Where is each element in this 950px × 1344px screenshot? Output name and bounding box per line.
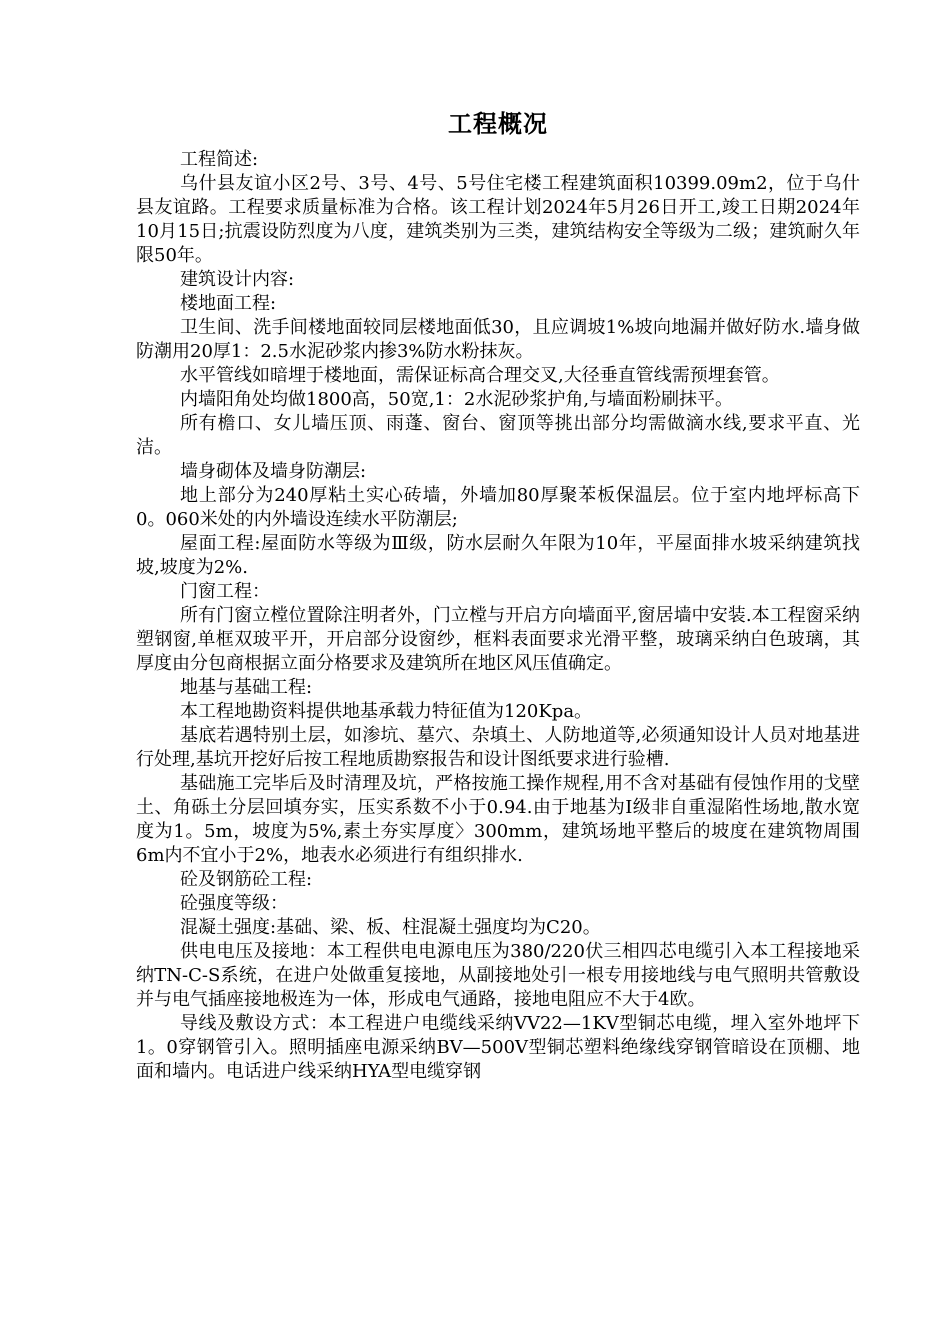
paragraph: 砼强度等级：: [180, 893, 288, 914]
paragraph: 内墙阳角处均做1800高，50宽,1：2水泥砂浆护角,与墙面粉刷抹平。: [180, 389, 734, 410]
document-body: [136, 148, 860, 1084]
paragraph: 供电电压及接地：本工程供电电源电压为380/220伏三相四芯电缆引入本工程接地采纳TN-C-S系统，在进户处做重复接地，从副接地处引一根专用接地线与电气照明共管敷设并与电气插座接地极连为一体，形成电气通路，接地电阻应不大于4欧。: [136, 941, 860, 1010]
paragraph: 乌什县友谊小区2号、3号、4号、5号住宅楼工程建筑面积10399.09m2，位于乌什县友谊路。工程要求质量标准为合格。该工程计划2024年5月26日开工,竣工日期2024年10月15日;抗震设防烈度为八度，建筑类别为三类，建筑结构安全等级为二级；建筑耐久年限50年。: [136, 173, 860, 266]
paragraph: 楼地面工程:: [180, 293, 277, 314]
paragraph: 屋面工程:屋面防水等级为Ⅲ级，防水层耐久年限为10年，平屋面排水坡采纳建筑找坡,坡度为2%.: [136, 533, 860, 578]
paragraph: 基础施工完毕后及时清理及坑，严格按施工操作规程,用不含对基础有侵蚀作用的戈壁土、角砾土分层回填夯实，压实系数不小于0.94.由于地基为Ⅰ级非自重湿陷性场地,散水宽度为1。5m，坡度为5%,素土夯实厚度〉300mm，建筑场地平整后的坡度在建筑物周围6m内不宜小于2%，地表水必须进行有组织排水.: [136, 773, 860, 866]
paragraph: 地基与基础工程:: [180, 677, 313, 698]
paragraph: 基底若遇特别土层，如渗坑、墓穴、杂填土、人防地道等,必须通知设计人员对地基进行处理,基坑开挖好后按工程地质勘察报告和设计图纸要求进行验槽.: [136, 725, 860, 770]
document-page: [136, 104, 860, 1084]
paragraph: 门窗工程：: [180, 581, 270, 602]
paragraph: 砼及钢筋砼工程:: [180, 869, 313, 890]
paragraph: 地上部分为240厚粘土实心砖墙，外墙加80厚聚苯板保温层。位于室内地坪标高下0。060米处的内外墙设连续水平防潮层;: [136, 485, 860, 530]
paragraph: 水平管线如暗埋于楼地面，需保证标高合理交叉,大径垂直管线需预埋套管。: [180, 365, 780, 386]
paragraph: 建筑设计内容:: [180, 269, 295, 290]
paragraph: 导线及敷设方式：本工程进户电缆线采纳VV22—1KV型铜芯电缆，埋入室外地坪下1。0穿钢管引入。照明插座电源采纳BV—500V型铜芯塑料绝缘线穿钢管暗设在顶棚、地面和墙内。电话进户线采纳HYA型电缆穿钢: [136, 1013, 860, 1082]
paragraph: 墙身砌体及墙身防潮层:: [180, 461, 367, 482]
paragraph: 本工程地勘资料提供地基承载力特征值为120Kpa。: [180, 701, 593, 722]
paragraph: 混凝土强度:基础、梁、板、柱混凝土强度均为C20。: [180, 917, 601, 938]
paragraph: 卫生间、洗手间楼地面较同层楼地面低30，且应调坡1%坡向地漏并做好防水.墙身做防潮用20厚1：2.5水泥砂浆内掺3%防水粉抹灰。: [136, 317, 860, 362]
paragraph: 所有门窗立樘位置除注明者外，门立樘与开启方向墙面平,窗居墙中安装.本工程窗采纳塑钢窗,单框双玻平开，开启部分设窗纱，框料表面要求光滑平整，玻璃采纳白色玻璃，其厚度由分包商根据立面分格要求及建筑所在地区风压值确定。: [136, 605, 860, 674]
paragraph: 所有檐口、女儿墙压顶、雨蓬、窗台、窗顶等挑出部分均需做滴水线,要求平直、光洁。: [136, 413, 860, 458]
document-title: 工程概况: [448, 110, 548, 138]
paragraph: 工程简述:: [180, 149, 259, 170]
